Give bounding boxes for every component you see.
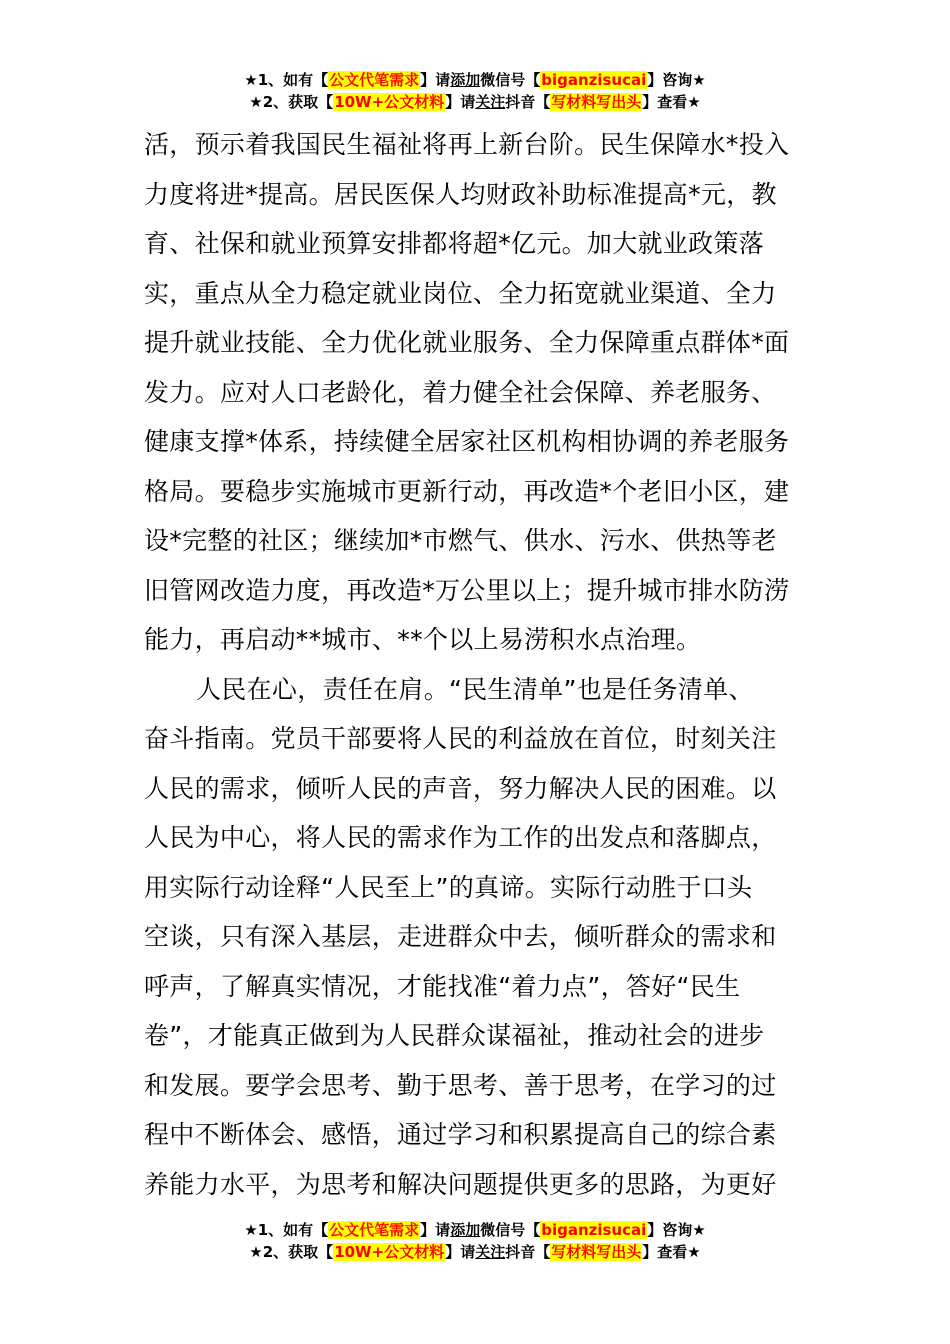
banner-text: 】查看★	[642, 93, 701, 111]
banner-underlined-text: 关注	[475, 1243, 506, 1261]
body-line: 旧管网改造力度，再改造*万公里以上；提升城市排水防涝	[144, 575, 790, 605]
body-line: 养能力水平，为思考和解决问题提供更多的思路，为更好	[144, 1169, 777, 1199]
banner-line-2	[0, 91, 950, 113]
body-line: 发力。应对人口老龄化，着力健全社会保障、养老服务、	[144, 377, 777, 407]
body-line: 人民的需求，倾听人民的声音，努力解决人民的困难。以	[144, 773, 777, 803]
banner-text: 抖音【	[505, 1243, 551, 1261]
banner-underlined-text: 添加	[450, 1221, 481, 1239]
body-line: 育、社保和就业预算安排都将超*亿元。加大就业政策落	[144, 229, 765, 258]
highlight-douyin-account: 写材料写出头	[551, 1243, 642, 1261]
body-line: 健康支撑*体系，持续健全居家社区机构相协调的养老服务	[144, 427, 790, 456]
banner-underlined-text: 关注	[475, 93, 506, 111]
highlight-wechat-id: biganzisucai	[541, 71, 647, 89]
body-line: 设*完整的社区；继续加*市燃气、供水、污水、供热等老	[144, 526, 777, 555]
banner-text: ★1、如有【	[244, 1221, 329, 1239]
paragraph-start-line: 人民在心，责任在肩。“民生清单”也是任务清单、	[196, 674, 754, 704]
banner-line-1	[0, 69, 950, 91]
body-line: 和发展。要学会思考、勤于思考、善于思考，在学习的过	[144, 1070, 777, 1100]
banner-text: 】请	[445, 93, 476, 111]
highlight-materials: 10W+公文材料	[334, 1243, 445, 1261]
body-line: 能力，再启动**城市、**个以上易涝积水点治理。	[144, 625, 702, 654]
body-line: 用实际行动诠释“人民至上”的真谛。实际行动胜于口头	[144, 872, 753, 902]
header-banner	[0, 69, 950, 113]
document-body	[144, 120, 808, 1209]
banner-text: 】请	[420, 1221, 451, 1239]
body-line: 程中不断体会、感悟，通过学习和积累提高自己的综合素	[144, 1120, 777, 1149]
banner-text: ★1、如有【	[244, 71, 329, 89]
body-line: 空谈，只有深入基层，走进群众中去，倾听群众的需求和	[144, 922, 777, 951]
body-line: 卷”，才能真正做到为人民群众谋福祉，推动社会的进步	[144, 1021, 765, 1050]
banner-line-2	[0, 1241, 950, 1263]
banner-text: 】请	[445, 1243, 476, 1261]
banner-text: 微信号【	[480, 1221, 541, 1239]
body-line: 人民为中心，将人民的需求作为工作的出发点和落脚点，	[144, 823, 777, 852]
body-line: 实，重点从全力稳定就业岗位、全力拓宽就业渠道、全力	[144, 278, 777, 308]
highlight-service: 公文代笔需求	[329, 1221, 420, 1239]
banner-text: ★2、获取【	[249, 1243, 334, 1261]
banner-text: 】查看★	[642, 1243, 701, 1261]
banner-text: 微信号【	[480, 71, 541, 89]
body-line: 活，预示着我国民生福祉将再上新台阶。民生保障水*投入	[144, 130, 790, 159]
banner-text: 】咨询★	[647, 71, 706, 89]
banner-text: 抖音【	[505, 93, 551, 111]
body-line: 呼声，了解真实情况，才能找准“着力点”，答好“民生	[144, 971, 741, 1001]
body-line: 格局。要稳步实施城市更新行动，再改造*个老旧小区，建	[144, 476, 790, 506]
highlight-douyin-account: 写材料写出头	[551, 93, 642, 111]
highlight-wechat-id: biganzisucai	[541, 1221, 647, 1239]
body-line: 提升就业技能、全力优化就业服务、全力保障重点群体*面	[144, 328, 790, 357]
banner-text: 】咨询★	[647, 1221, 706, 1239]
banner-text: ★2、获取【	[249, 93, 334, 111]
banner-underlined-text: 添加	[450, 71, 481, 89]
body-line: 奋斗指南。党员干部要将人民的利益放在首位，时刻关注	[144, 724, 777, 753]
footer-banner	[0, 1219, 950, 1263]
body-line: 力度将进*提高。居民医保人均财政补助标准提高*元，教	[144, 179, 777, 209]
banner-text: 】请	[420, 71, 451, 89]
highlight-service: 公文代笔需求	[329, 71, 420, 89]
highlight-materials: 10W+公文材料	[334, 93, 445, 111]
banner-line-1	[0, 1219, 950, 1241]
